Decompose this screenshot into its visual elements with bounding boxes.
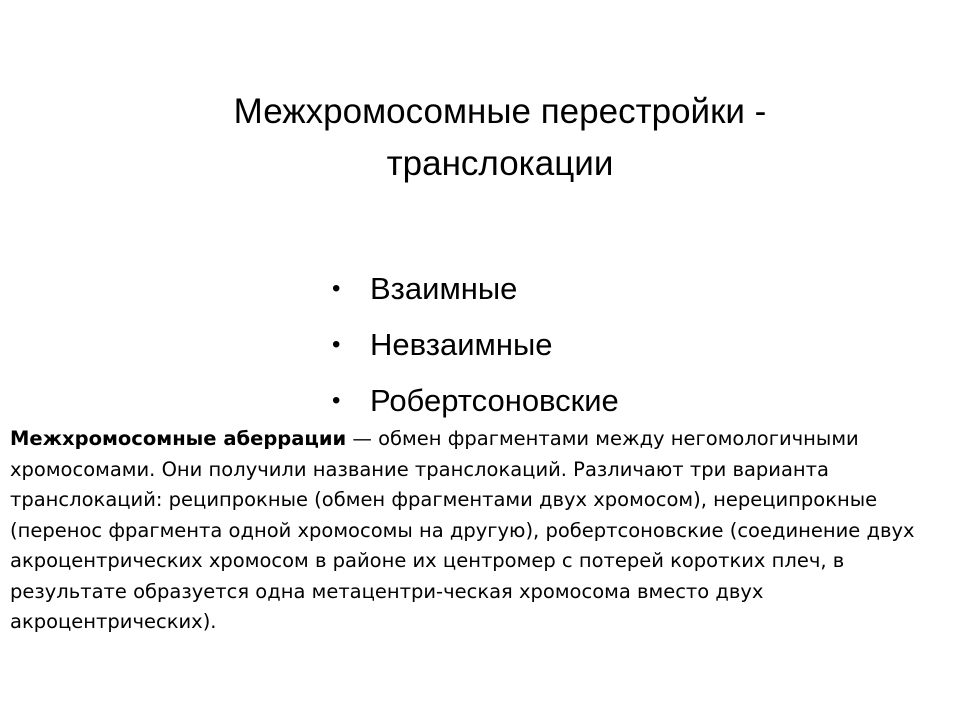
slide-title: [90, 86, 910, 190]
bullet-list: [330, 270, 619, 438]
bullet-dot-icon: •: [332, 275, 341, 302]
slide-title-line-1: Межхромосомные перестройки -: [233, 92, 767, 131]
definition-text: — обмен фрагментами между негомологичными хромосомами. Они получили название транслокаций. Различают три варианта транслокаций: реципрокные (обмен фрагментами двух хромосом), нереципрокные (перенос фрагмента одной хромосомы на другую), робертсоновские (соединение двух акроцентрических хромосом в районе их центромер с потерей коротких плеч, в результате образуется одна метацентри-ческая хромосома вместо двух акроцентрических).: [10, 427, 915, 633]
bullet-label: Взаимные: [370, 271, 518, 306]
bullet-item: [330, 326, 619, 382]
slide-title-line-2: транслокации: [386, 144, 614, 183]
bullet-label: Робертсоновские: [370, 383, 619, 418]
bullet-dot-icon: •: [332, 387, 341, 414]
definition-paragraph: [10, 424, 940, 638]
definition-term: Межхромосомные аберрации: [10, 427, 347, 450]
bullet-label: Невзаимные: [370, 327, 553, 362]
bullet-dot-icon: •: [332, 331, 341, 358]
bullet-item: [330, 270, 619, 326]
